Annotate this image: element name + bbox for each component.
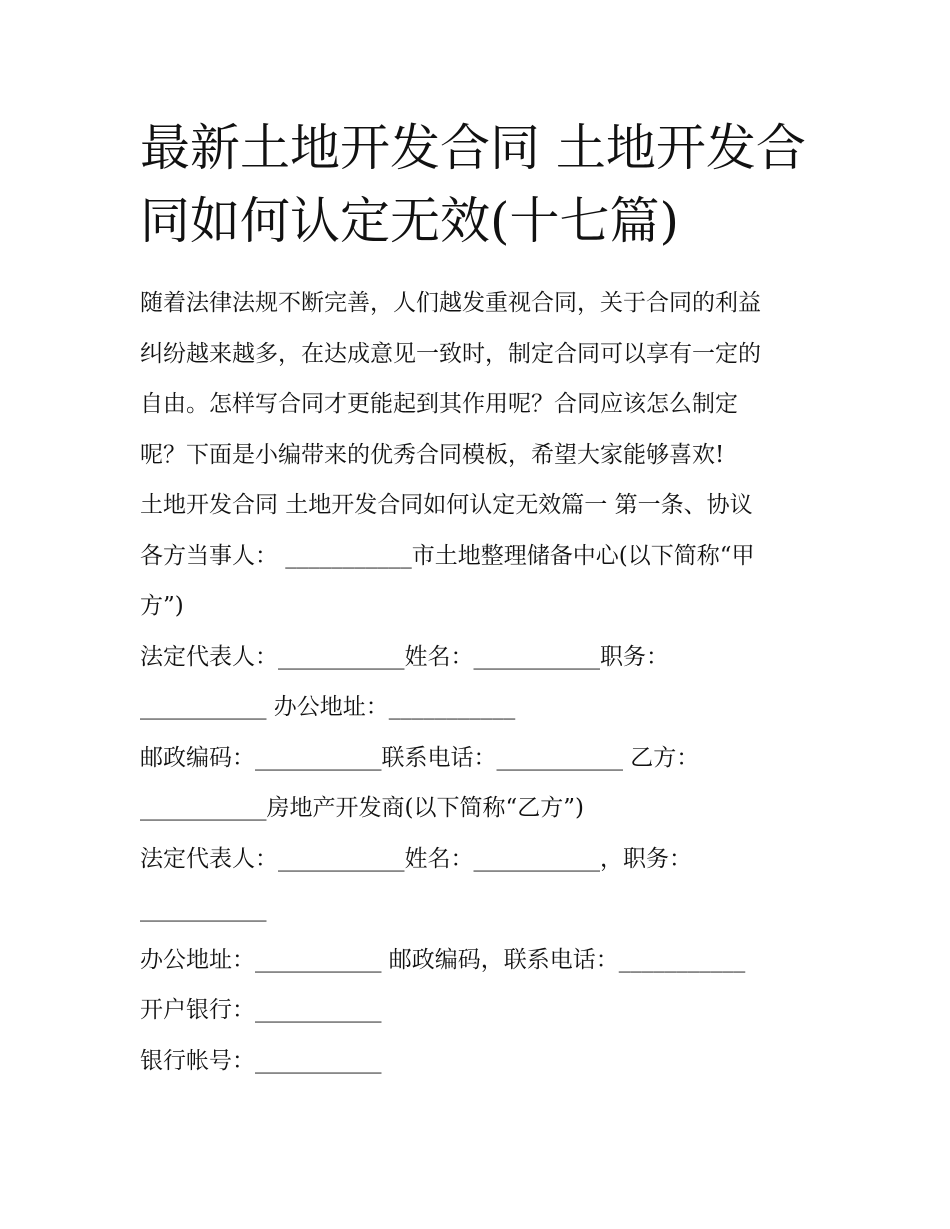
bank-line: 开户银行：___________ — [140, 997, 382, 1023]
party-a-address-line: ___________ 办公地址：___________ — [140, 694, 516, 720]
document-body — [140, 278, 820, 1086]
intro-line-3: 自由。怎样写合同才更能起到其作用呢？合同应该怎么制定 — [140, 391, 738, 417]
party-b-address-line: 办公地址：___________ 邮政编码，联系电话：___________ — [140, 946, 746, 973]
title-line: 最新土地开发合同 土地开发合 — [140, 119, 806, 177]
intro-line-2: 纠纷越来越多，在达成意见一致时，制定合同可以享有一定的 — [140, 340, 761, 367]
title-line: 同如何认定无效(十七篇) — [140, 192, 680, 250]
section-heading-line: 土地开发合同 土地开发合同如何认定无效篇一 第一条、协议 — [140, 492, 753, 518]
party-b-representative-line: 法定代表人：___________姓名：___________，职务： — [140, 845, 692, 872]
party-a-line: 各方当事人： ___________市土地整理储备中心(以下简称“甲 — [140, 542, 755, 569]
party-b-line: ___________房地产开发商(以下简称“乙方”) — [140, 795, 584, 821]
account-line: 银行帐号：___________ — [140, 1047, 382, 1074]
party-a-line-cont: 方”) — [140, 593, 184, 619]
document-title — [140, 112, 830, 258]
intro-line-4: 呢？下面是小编带来的优秀合同模板，希望大家能够喜欢! — [140, 441, 725, 468]
intro-line-1: 随着法律法规不断完善，人们越发重视合同，关于合同的利益 — [140, 290, 761, 316]
party-b-position-blank: ___________ — [140, 896, 267, 922]
party-a-representative-line: 法定代表人：___________姓名：___________职务： — [140, 643, 669, 670]
party-a-postal-line: 邮政编码：___________联系电话：___________ 乙方： — [140, 744, 700, 771]
